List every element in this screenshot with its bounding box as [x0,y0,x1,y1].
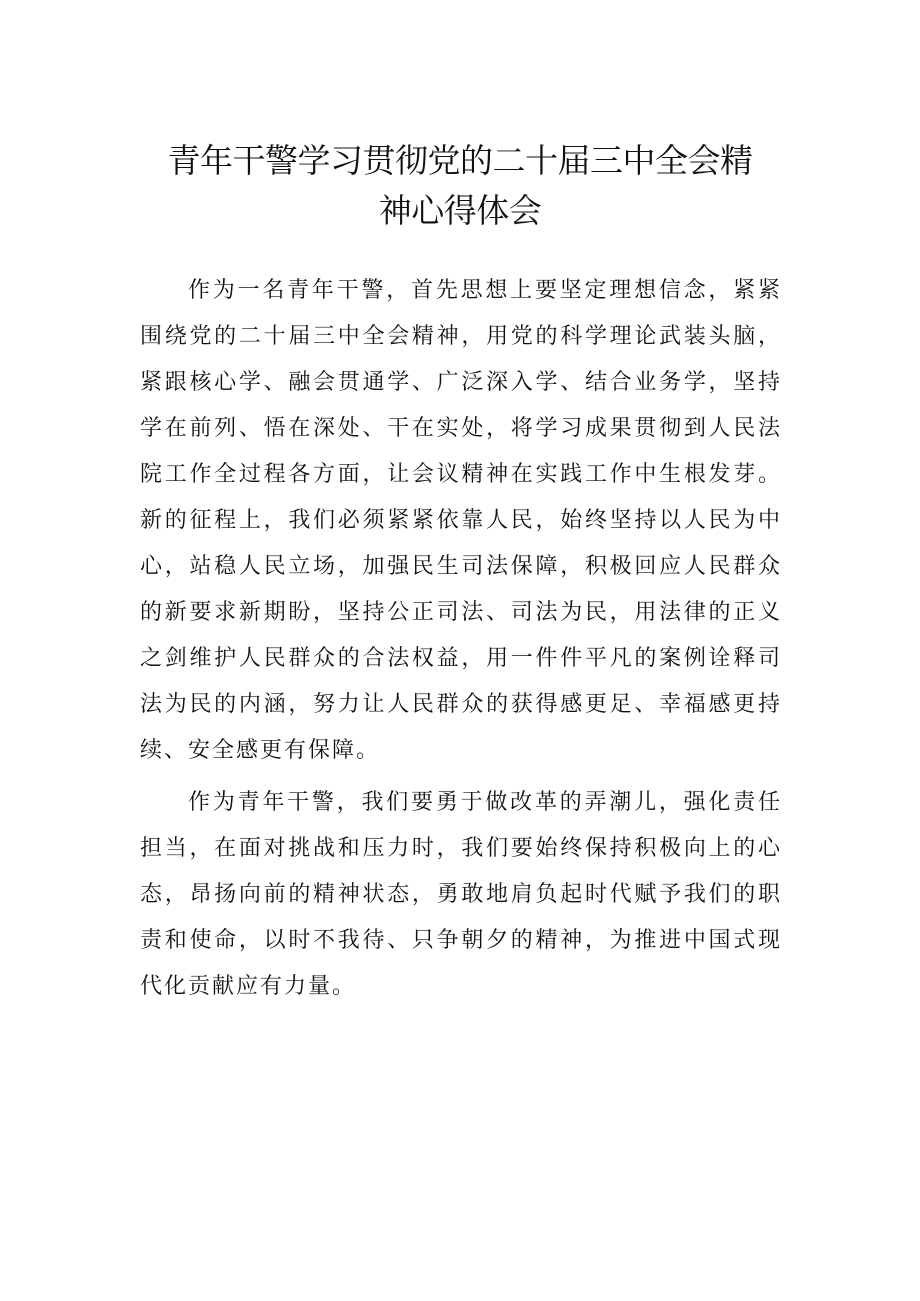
title-line-1: 青年干警学习贯彻党的二十届三中全会精 [167,141,753,180]
paragraph-2: 作为青年干警，我们要勇于做改革的弄潮儿，强化责任担当，在面对挑战和压力时，我们要始终保持积极向上的心态，昂扬向前的精神状态，勇敢地肩负起时代赋予我们的职责和使命，以时不我待、只争朝夕的精神，为推进中国式现代化贡献应有力量。 [140,790,782,999]
title-line-2: 神心得体会 [378,191,542,230]
document-title [140,136,780,236]
document-body [140,268,782,1016]
paragraph-1: 作为一名青年干警，首先思想上要坚定理想信念，紧紧围绕党的二十届三中全会精神，用党的科学理论武装头脑，紧跟核心学、融会贯通学、广泛深入学、结合业务学，坚持学在前列、悟在深处、干在实处，将学习成果贯彻到人民法院工作全过程各方面，让会议精神在实践工作中生根发芽。新的征程上，我们必须紧紧依靠人民，始终坚持以人民为中心，站稳人民立场，加强民生司法保障，积极回应人民群众的新要求新期盼，坚持公正司法、司法为民，用法律的正义之剑维护人民群众的合法权益，用一件件平凡的案例诠释司法为民的内涵，努力让人民群众的获得感更足、幸福感更持续、安全感更有保障。 [140,278,782,763]
